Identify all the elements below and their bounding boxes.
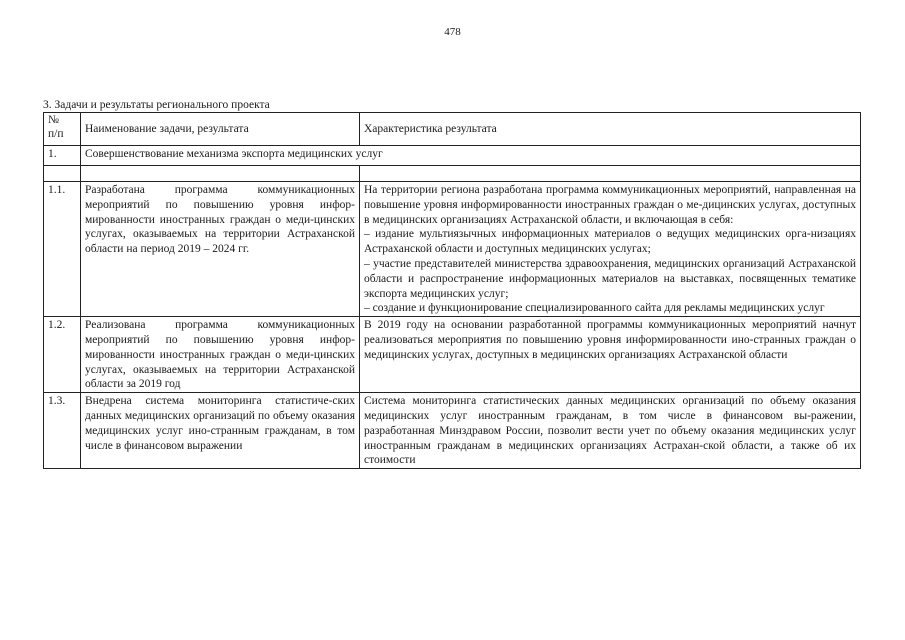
section-number: 1. <box>44 146 81 166</box>
spacer-cell <box>44 166 81 182</box>
row-result-name: Внедрена система мониторинга статистиче-ских данных медицинских организаций по объему оказания медицинских услуг ино-странным гражданам, в том числе в финансовом выражении <box>81 393 360 469</box>
table-row <box>44 393 861 469</box>
page-number: 478 <box>444 26 461 38</box>
row-number: 1.3. <box>44 393 81 469</box>
section-row <box>44 146 861 166</box>
spacer-row <box>44 166 861 182</box>
characteristic-paragraph: Система мониторинга статистических данных медицинских организаций по объему оказания медицинских услуг иностранным гражданам, в том числе в финансовом вы-ражении, разработанная Минздравом России, позволит вести учет по объему оказания медицинских услуг иностранным гражданам в медицинских организациях Астрахан-ской области, а также об их стоимости <box>364 395 856 467</box>
table-row <box>44 317 861 393</box>
row-number: 1.1. <box>44 182 81 317</box>
characteristic-list-item: – создание и функционирование специализированного сайта для рекламы медицинских услуг <box>364 302 825 315</box>
header-number-line1: № <box>48 114 59 126</box>
row-result-name: Реализована программа коммуникационных мероприятий по повышению уровня инфор-мированности иностранных граждан о меди-цинских услугах, оказываемых на территории Астраханской области за 2019 год <box>81 317 360 393</box>
results-table <box>43 112 861 469</box>
spacer-cell <box>81 166 360 182</box>
table-row <box>44 182 861 317</box>
characteristic-paragraph: В 2019 году на основании разработанной программы коммуникационных мероприятий начнут реализоваться мероприятия по повышению уровня информированности ино-странных граждан о медицинских услугах, доступных в медицинских организациях Астраханской области <box>364 319 856 361</box>
characteristic-paragraph: На территории региона разработана программа коммуникационных мероприятий, направленная на повышение уровня информированности иностранных граждан о ме-дицинских услугах, доступных в медицинских организациях Астраханской области, и включающая в себя: <box>364 184 856 226</box>
header-number-line2: п/п <box>48 127 64 140</box>
header-name: Наименование задачи, результата <box>81 113 360 146</box>
section-task-title: Совершенствование механизма экспорта медицинских услуг <box>81 146 861 166</box>
characteristic-list-item: – издание мультиязычных информационных материалов о ведущих медицинских орга-низациях Астраханской области и доступных медицинских услугах; <box>364 228 856 256</box>
row-number: 1.2. <box>44 317 81 393</box>
row-characteristic <box>360 182 861 317</box>
characteristic-list-item: – участие представителей министерства здравоохранения, медицинских организаций Астраханской области и распространение информационных материалов на выставках, посвященных тематике экспорта медицинских услуг; <box>364 257 856 300</box>
header-number <box>44 113 81 146</box>
table-header-row <box>44 113 861 146</box>
row-characteristic <box>360 317 861 393</box>
header-characteristic: Характеристика результата <box>360 113 861 146</box>
row-result-name: Разработана программа коммуникационных мероприятий по повышению уровня инфор-мированности иностранных граждан о меди-цинских услугах, оказываемых на территории Астраханской области на период 2019 – 2024 гг. <box>81 182 360 317</box>
spacer-cell <box>360 166 861 182</box>
row-characteristic <box>360 393 861 469</box>
section-title: 3. Задачи и результаты регионального проекта <box>43 99 270 111</box>
